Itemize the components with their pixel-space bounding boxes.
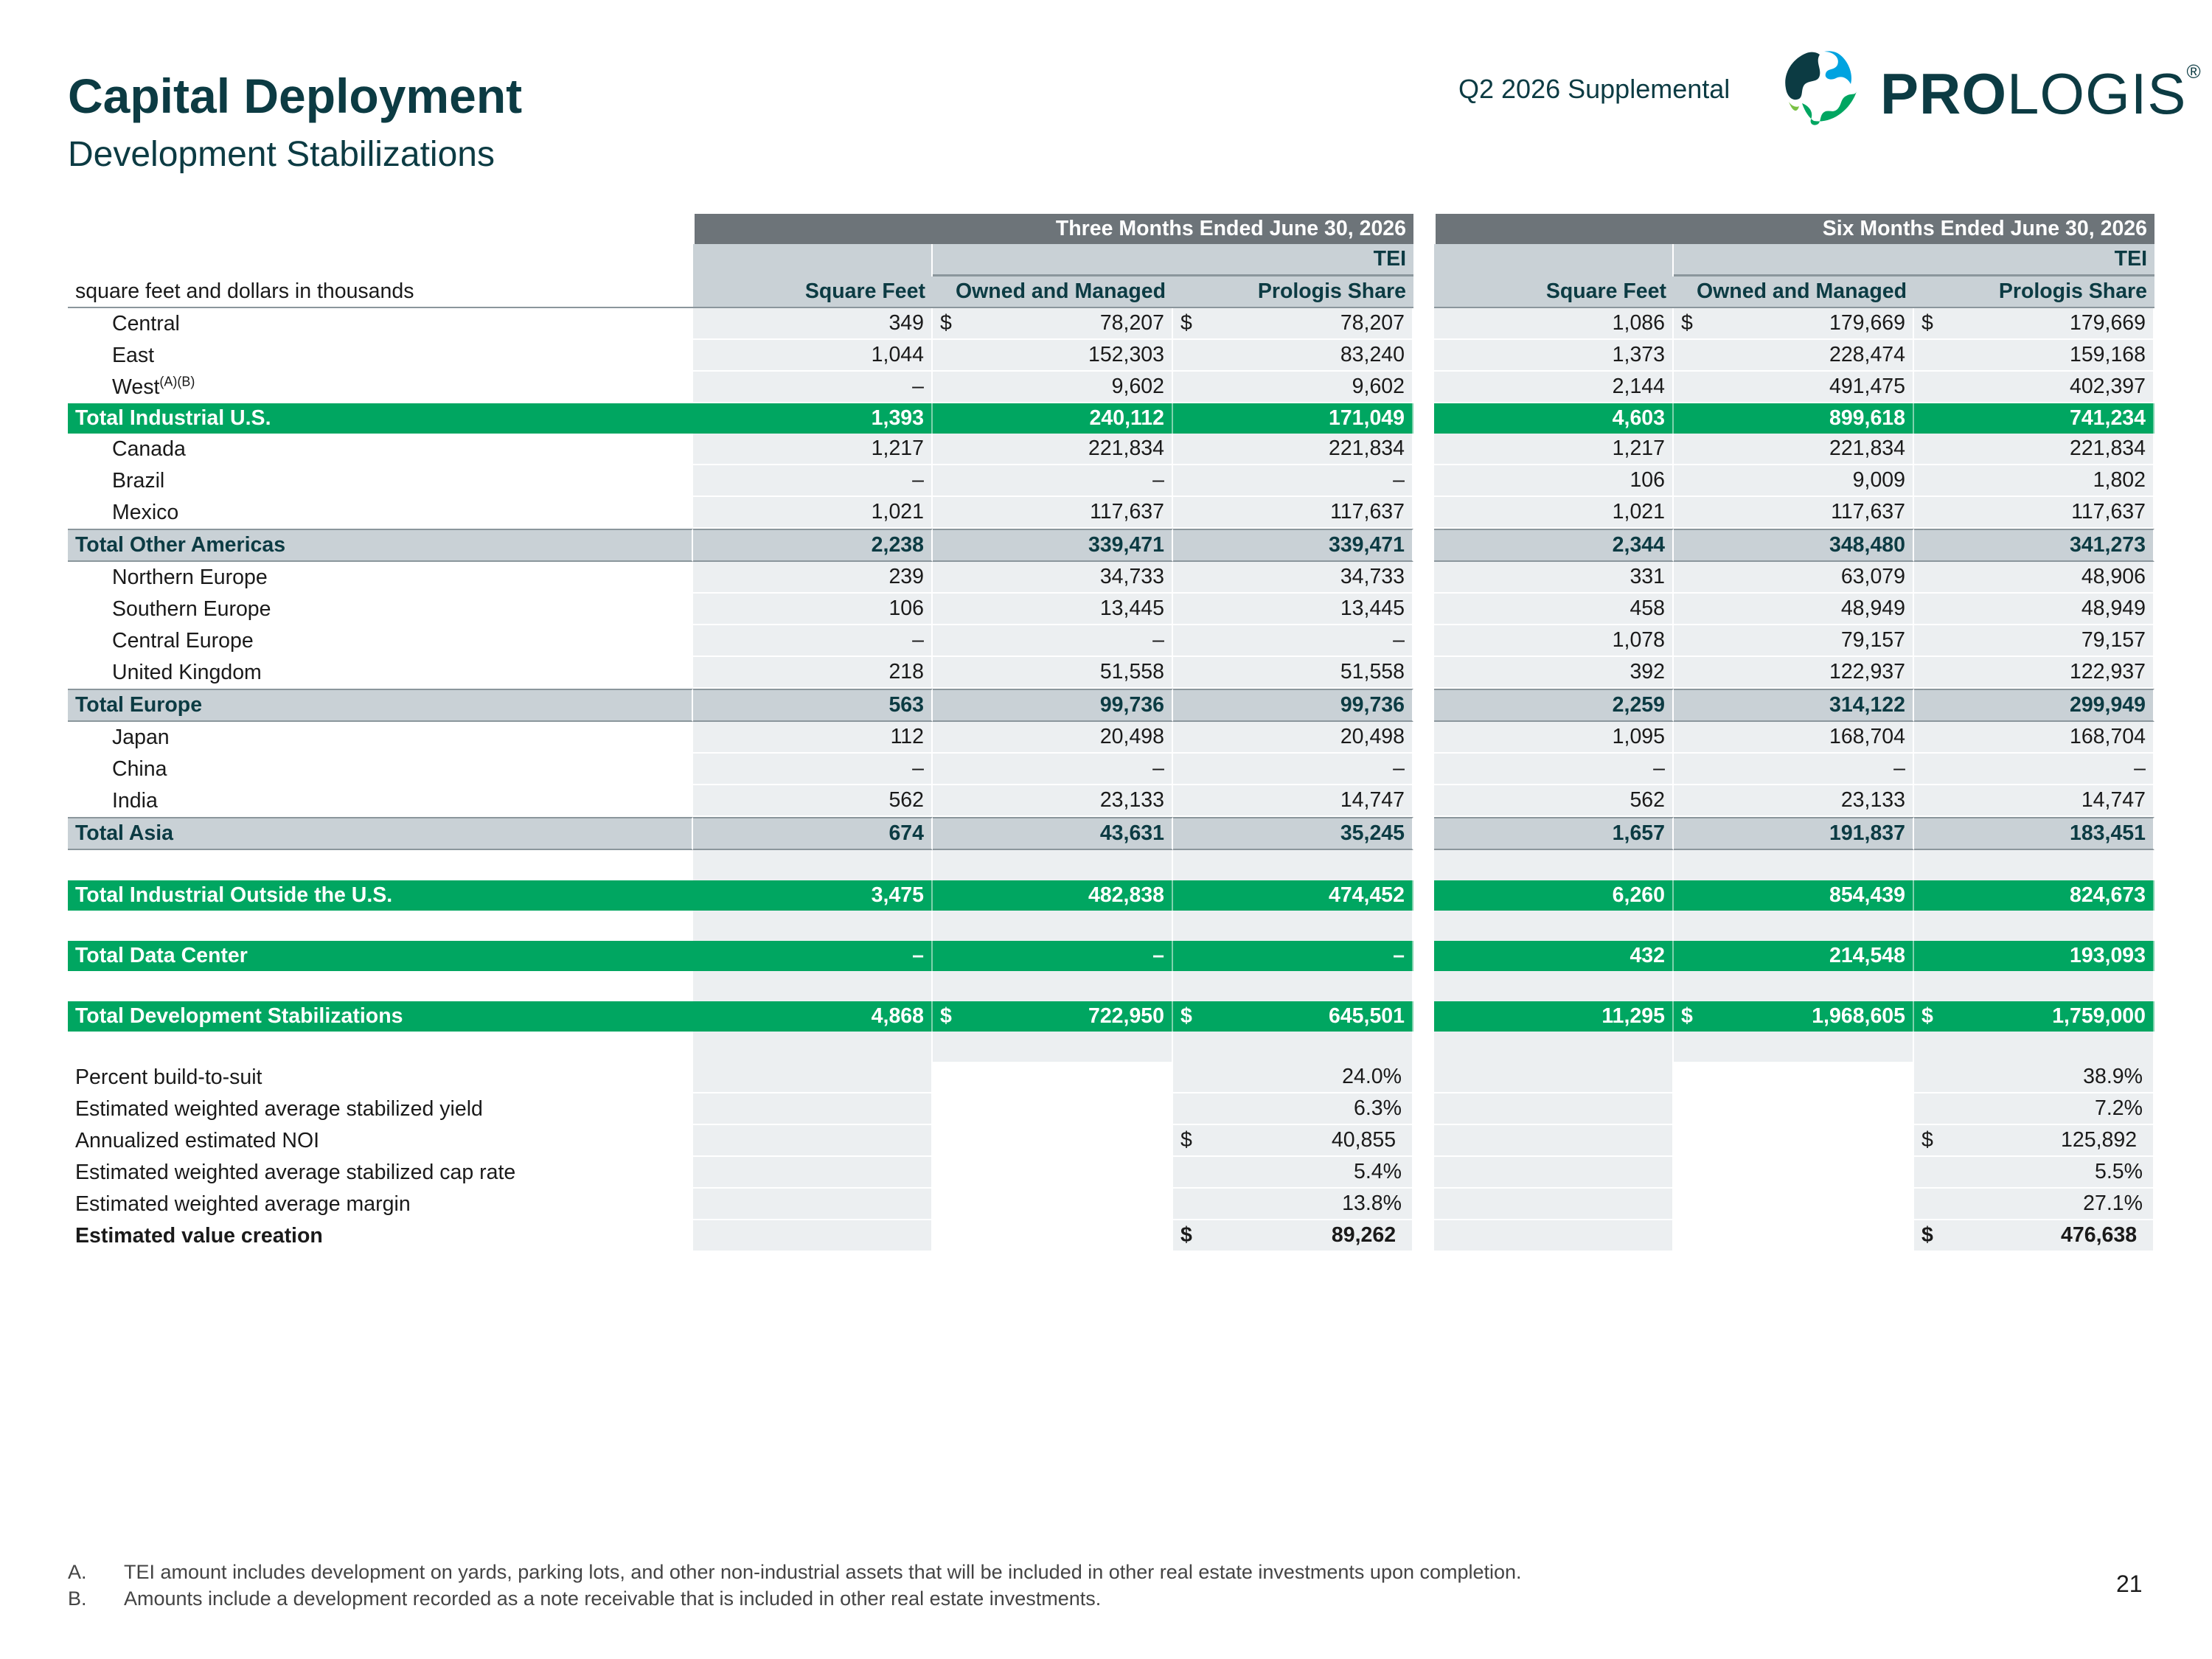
- cell-sf6: 331: [1434, 562, 1674, 594]
- metric-label: Percent build-to-suit: [75, 1065, 262, 1089]
- tei-label-six: TEI: [1674, 244, 2154, 276]
- metric-value: $ 476,638: [1914, 1220, 2154, 1252]
- row-label: Central: [112, 312, 180, 335]
- cell-ps6: 14,747: [1914, 785, 2154, 817]
- cell-sf6: 2,344: [1434, 529, 1674, 562]
- cell-ps3: 99,736: [1173, 689, 1413, 722]
- col-square-feet: Square Feet: [1434, 276, 1674, 308]
- cell-sf6: –: [1434, 754, 1674, 785]
- cell-ps6: 221,834: [1914, 434, 2154, 465]
- metric-value: $ 40,855: [1173, 1125, 1413, 1157]
- cell-ps6: 402,397: [1914, 372, 2154, 403]
- supplemental-label: Q2 2026 Supplemental: [1458, 74, 1731, 104]
- row-label: Japan: [112, 726, 170, 749]
- cell-sf6: 106: [1434, 465, 1674, 497]
- total-row: [68, 817, 2154, 850]
- metric-value: 7.2%: [1914, 1093, 2154, 1125]
- table-row: [68, 785, 2154, 817]
- cell-om3: 13,445: [933, 594, 1173, 625]
- row-label: Mexico: [112, 501, 179, 524]
- page-number: 21: [2116, 1571, 2143, 1597]
- cell-ps6: 117,637: [1914, 497, 2154, 529]
- cell-ps3: –: [1173, 465, 1413, 497]
- cell-ps6: 183,451: [1914, 817, 2154, 850]
- metric-label: Estimated weighted average margin: [75, 1192, 411, 1216]
- spacer-row: [68, 911, 2154, 941]
- cell-sf6: 2,144: [1434, 372, 1674, 403]
- cell-om6: $ 179,669: [1674, 308, 1914, 340]
- metric-label: Annualized estimated NOI: [75, 1129, 320, 1152]
- cell-ps6: 824,673: [1914, 880, 2154, 911]
- cell-ps3: –: [1173, 941, 1413, 971]
- cell-sf3: 1,021: [693, 497, 933, 529]
- cell-ps3: 474,452: [1173, 880, 1413, 911]
- row-label: Total Industrial U.S.: [68, 403, 693, 434]
- cell-ps6: 193,093: [1914, 941, 2154, 971]
- globe-icon: [1777, 44, 1865, 131]
- cell-ps6: 168,704: [1914, 722, 2154, 754]
- cell-sf3: 106: [693, 594, 933, 625]
- spacer-row: [68, 850, 2154, 880]
- metric-row: [68, 1220, 2154, 1252]
- metric-label: Estimated weighted average stabilized yield: [75, 1097, 483, 1121]
- tei-label-three: TEI: [933, 244, 1413, 276]
- cell-sf3: 239: [693, 562, 933, 594]
- row-label: China: [112, 757, 167, 781]
- cell-sf3: 349: [693, 308, 933, 340]
- cell-om3: $ 722,950: [933, 1001, 1173, 1032]
- metric-row: [68, 1062, 2154, 1093]
- cell-om6: 9,009: [1674, 465, 1914, 497]
- row-label: West$^{(A)(B)}$: [112, 374, 195, 399]
- cell-om6: 899,618: [1674, 403, 1914, 434]
- cell-ps3: 14,747: [1173, 785, 1413, 817]
- metric-row: [68, 1157, 2154, 1189]
- cell-ps6: 159,168: [1914, 340, 2154, 372]
- cell-sf6: 6,260: [1434, 880, 1674, 911]
- cell-ps6: 122,937: [1914, 657, 2154, 689]
- cell-sf3: 1,044: [693, 340, 933, 372]
- cell-sf6: 458: [1434, 594, 1674, 625]
- cell-ps3: –: [1173, 625, 1413, 657]
- cell-sf3: 674: [693, 817, 933, 850]
- row-label: Total Asia: [68, 817, 693, 850]
- col-prologis-share: Prologis Share: [1173, 276, 1413, 308]
- cell-om3: 34,733: [933, 562, 1173, 594]
- cell-sf6: 1,217: [1434, 434, 1674, 465]
- table-row: [68, 722, 2154, 754]
- cell-om3: –: [933, 625, 1173, 657]
- cell-om6: 48,949: [1674, 594, 1914, 625]
- cell-om3: 51,558: [933, 657, 1173, 689]
- period-header-row: [68, 214, 2154, 244]
- metric-value: 5.4%: [1173, 1157, 1413, 1189]
- metric-value: 5.5%: [1914, 1157, 2154, 1189]
- cell-sf3: 562: [693, 785, 933, 817]
- cell-sf6: 392: [1434, 657, 1674, 689]
- cell-sf6: 1,657: [1434, 817, 1674, 850]
- total-row: [68, 689, 2154, 722]
- cell-sf6: 4,603: [1434, 403, 1674, 434]
- prologis-logo: [1777, 44, 2202, 133]
- cell-ps6: –: [1914, 754, 2154, 785]
- metric-value: $ 89,262: [1173, 1220, 1413, 1252]
- period-six-months: Six Months Ended June 30, 2026: [1434, 214, 2154, 244]
- table-row: [68, 754, 2154, 785]
- metric-value: 27.1%: [1914, 1189, 2154, 1220]
- cell-sf3: 112: [693, 722, 933, 754]
- cell-ps3: 9,602: [1173, 372, 1413, 403]
- table-row: [68, 372, 2154, 403]
- cell-sf3: 1,217: [693, 434, 933, 465]
- cell-om3: 23,133: [933, 785, 1173, 817]
- metric-value: 24.0%: [1173, 1062, 1413, 1093]
- metric-label: Estimated value creation: [75, 1224, 323, 1248]
- total-row: [68, 1001, 2154, 1032]
- cell-om3: 240,112: [933, 403, 1173, 434]
- cell-om3: 221,834: [933, 434, 1173, 465]
- cell-sf3: 2,238: [693, 529, 933, 562]
- row-label: India: [112, 789, 158, 813]
- row-label: Southern Europe: [112, 597, 271, 621]
- cell-sf6: 1,086: [1434, 308, 1674, 340]
- cell-ps6: 341,273: [1914, 529, 2154, 562]
- table-row: [68, 562, 2154, 594]
- cell-sf3: –: [693, 941, 933, 971]
- cell-om6: 228,474: [1674, 340, 1914, 372]
- cell-om6: 221,834: [1674, 434, 1914, 465]
- cell-om3: 9,602: [933, 372, 1173, 403]
- row-label: Brazil: [112, 469, 165, 493]
- cell-om3: $ 78,207: [933, 308, 1173, 340]
- col-owned-managed: Owned and Managed: [1674, 276, 1914, 308]
- cell-om6: –: [1674, 754, 1914, 785]
- metric-value: $ 125,892: [1914, 1125, 2154, 1157]
- cell-om3: –: [933, 754, 1173, 785]
- spacer-row: [68, 1032, 2154, 1062]
- cell-ps3: 117,637: [1173, 497, 1413, 529]
- cell-om6: 63,079: [1674, 562, 1914, 594]
- metric-value: 13.8%: [1173, 1189, 1413, 1220]
- cell-om3: 339,471: [933, 529, 1173, 562]
- cell-om3: 152,303: [933, 340, 1173, 372]
- total-row: [68, 880, 2154, 911]
- cell-ps3: 34,733: [1173, 562, 1413, 594]
- metric-label: Estimated weighted average stabilized cap rate: [75, 1161, 516, 1184]
- cell-sf3: –: [693, 754, 933, 785]
- cell-om6: 122,937: [1674, 657, 1914, 689]
- table-row: [68, 657, 2154, 689]
- development-stabilizations-table: [68, 214, 2154, 1252]
- footnote: A. TEI amount includes development on yards, parking lots, and other non-industrial assets that will be included in other real estate investments upon completion.: [68, 1561, 1522, 1583]
- cell-sf3: –: [693, 625, 933, 657]
- cell-ps6: 48,949: [1914, 594, 2154, 625]
- cell-sf6: 1,373: [1434, 340, 1674, 372]
- cell-sf3: –: [693, 465, 933, 497]
- cell-ps6: 299,949: [1914, 689, 2154, 722]
- cell-ps6: $ 179,669: [1914, 308, 2154, 340]
- cell-sf6: 11,295: [1434, 1001, 1674, 1032]
- row-label: Central Europe: [112, 629, 254, 653]
- column-header-row: [68, 276, 2154, 308]
- cell-om6: 23,133: [1674, 785, 1914, 817]
- page-subtitle: Development Stabilizations: [68, 135, 495, 174]
- period-three-months: Three Months Ended June 30, 2026: [693, 214, 1413, 244]
- tei-header-row: [68, 244, 2154, 276]
- cell-om6: 214,548: [1674, 941, 1914, 971]
- logo-wordmark: PROLOGIS®: [1880, 60, 2202, 126]
- cell-om6: 191,837: [1674, 817, 1914, 850]
- cell-ps6: 79,157: [1914, 625, 2154, 657]
- metric-value: 6.3%: [1173, 1093, 1413, 1125]
- total-row: [68, 941, 2154, 971]
- cell-om6: 117,637: [1674, 497, 1914, 529]
- cell-sf3: 4,868: [693, 1001, 933, 1032]
- spacer-row: [68, 971, 2154, 1001]
- row-label: Northern Europe: [112, 566, 268, 589]
- cell-om3: 43,631: [933, 817, 1173, 850]
- table-row: [68, 308, 2154, 340]
- cell-ps3: 171,049: [1173, 403, 1413, 434]
- cell-om3: 482,838: [933, 880, 1173, 911]
- metric-row: [68, 1093, 2154, 1125]
- cell-sf6: 562: [1434, 785, 1674, 817]
- cell-sf3: 218: [693, 657, 933, 689]
- metric-value: 38.9%: [1914, 1062, 2154, 1093]
- total-row: [68, 529, 2154, 562]
- row-label: United Kingdom: [112, 661, 262, 684]
- total-row: [68, 403, 2154, 434]
- page-title: Capital Deployment: [68, 69, 523, 123]
- cell-om3: –: [933, 941, 1173, 971]
- table-row: [68, 340, 2154, 372]
- cell-om6: 168,704: [1674, 722, 1914, 754]
- table-row: [68, 594, 2154, 625]
- footnote: B. Amounts include a development recorded as a note receivable that is included in other real estate investments.: [68, 1587, 1102, 1610]
- cell-om6: 491,475: [1674, 372, 1914, 403]
- cell-sf6: 1,078: [1434, 625, 1674, 657]
- cell-sf6: 1,095: [1434, 722, 1674, 754]
- table-row: [68, 497, 2154, 529]
- col-owned-managed: Owned and Managed: [933, 276, 1173, 308]
- cell-ps3: 221,834: [1173, 434, 1413, 465]
- row-label: Total Other Americas: [68, 529, 693, 562]
- table-row: [68, 465, 2154, 497]
- cell-ps3: 35,245: [1173, 817, 1413, 850]
- cell-ps6: $ 1,759,000: [1914, 1001, 2154, 1032]
- row-label: East: [112, 344, 155, 367]
- cell-ps6: 48,906: [1914, 562, 2154, 594]
- units-label: square feet and dollars in thousands: [68, 276, 693, 308]
- col-square-feet: Square Feet: [693, 276, 933, 308]
- cell-ps6: 741,234: [1914, 403, 2154, 434]
- table-row: [68, 625, 2154, 657]
- cell-ps6: 1,802: [1914, 465, 2154, 497]
- cell-sf3: –: [693, 372, 933, 403]
- cell-sf3: 563: [693, 689, 933, 722]
- row-label: Total Data Center: [68, 941, 693, 971]
- cell-sf6: 432: [1434, 941, 1674, 971]
- row-label: Canada: [112, 437, 186, 461]
- cell-om3: –: [933, 465, 1173, 497]
- cell-ps3: 13,445: [1173, 594, 1413, 625]
- cell-sf6: 2,259: [1434, 689, 1674, 722]
- cell-om3: 99,736: [933, 689, 1173, 722]
- cell-ps3: 20,498: [1173, 722, 1413, 754]
- cell-sf3: 3,475: [693, 880, 933, 911]
- footnote-ref: (A)(B): [159, 374, 195, 389]
- cell-ps3: 339,471: [1173, 529, 1413, 562]
- cell-om6: 79,157: [1674, 625, 1914, 657]
- cell-om6: 348,480: [1674, 529, 1914, 562]
- cell-om6: 854,439: [1674, 880, 1914, 911]
- row-label: Total Industrial Outside the U.S.: [68, 880, 693, 911]
- footnotes: [68, 1559, 1522, 1612]
- cell-om6: 314,122: [1674, 689, 1914, 722]
- row-label: Total Europe: [68, 689, 693, 722]
- cell-sf3: 1,393: [693, 403, 933, 434]
- cell-om3: 117,637: [933, 497, 1173, 529]
- cell-ps3: 51,558: [1173, 657, 1413, 689]
- cell-ps3: –: [1173, 754, 1413, 785]
- cell-sf6: 1,021: [1434, 497, 1674, 529]
- cell-om3: 20,498: [933, 722, 1173, 754]
- row-label: Total Development Stabilizations: [68, 1001, 693, 1032]
- metric-row: [68, 1189, 2154, 1220]
- table-row: [68, 434, 2154, 465]
- cell-ps3: $ 645,501: [1173, 1001, 1413, 1032]
- cell-om6: $ 1,968,605: [1674, 1001, 1914, 1032]
- metric-row: [68, 1125, 2154, 1157]
- cell-ps3: $ 78,207: [1173, 308, 1413, 340]
- cell-ps3: 83,240: [1173, 340, 1413, 372]
- col-prologis-share: Prologis Share: [1914, 276, 2154, 308]
